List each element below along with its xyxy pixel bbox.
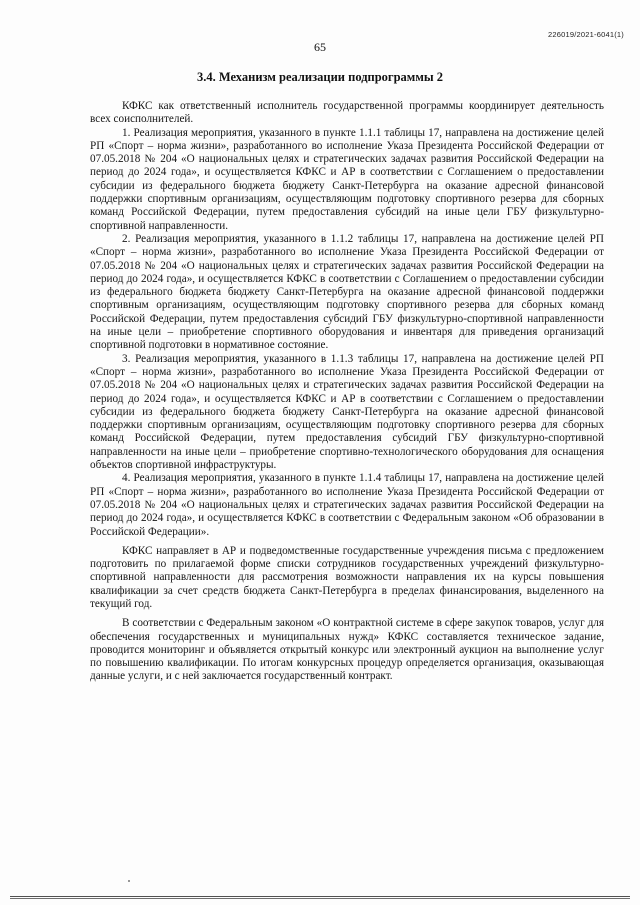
paragraph-item-1: 1. Реализация мероприятия, указанного в пункте 1.1.1 таблицы 17, направлена на достижение целей РП «Спорт – норма жизни», разработанного во исполнение Указа Президента Российской Федерации от 07.05.2018 № 204 «О национальных целях и стратегических задачах развития Российской Федерации на период до 2024 года», и осуществляется КФКС и АР в соответствии с Соглашением о предоставлении субсидии из федерального бюджета бюджету Санкт-Петербурга на оказание адресной финансовой поддержки спортивным организациям, осуществляющим подготовку спортивного резерва для сборных команд Российской Федерации, путем предоставления субсидий на иные цели ГБУ физкультурно-спортивной направленности. [90, 126, 604, 232]
scan-speck [128, 880, 130, 882]
paragraph-item-2: 2. Реализация мероприятия, указанного в 1.1.2 таблицы 17, направлена на достижение целей РП «Спорт – норма жизни», разработанного во исполнение Указа Президента Российской Федерации от 07.05.2018 № 204 «О национальных целях и стратегических задачах развития Российской Федерации на период до 2024 года», и осуществляется КФКС в соответствии с Соглашением о предоставлении субсидии из федерального бюджета бюджету Санкт-Петербурга на оказание адресной финансовой поддержки спортивным организациям, осуществляющим подготовку спортивного резерва для сборных команд Российской Федерации, путем предоставления субсидий ГБУ физкультурно-спортивной направленности на иные цели – приобретение спортивного оборудования и инвентаря для приведения организаций спортивной подготовки в нормативное состояние. [90, 232, 604, 352]
paragraph-training-letters: КФКС направляет в АР и подведомственные государственные учреждения письма с предложением подготовить по прилагаемой форме списки сотрудников государственных учреждений физкультурно-спортивной направленности для рассмотрения возможности направления их на курсы повышения квалификации за счет средств бюджета Санкт-Петербурга в пределах финансирования, выделенного на текущий год. [90, 544, 604, 610]
paragraph-procurement: В соответствии с Федеральным законом «О контрактной системе в сфере закупок товаров, услуг для обеспечения государственных и муниципальных нужд» КФКС составляется техническое задание, проводится мониторинг и объявляется открытый конкурс или электронный аукцион на выполнение услуг по повышению квалификации. По итогам конкурсных процедур определяется организация, оказывающая данные услуги, и с ней заключается государственный контракт. [90, 617, 604, 683]
document-body [90, 100, 604, 684]
page-number: 65 [314, 40, 326, 54]
section-title: 3.4. Механизм реализации подпрограммы 2 [197, 70, 443, 84]
paragraph-item-4: 4. Реализация мероприятия, указанного в пункте 1.1.4 таблицы 17, направлена на достижение целей РП «Спорт – норма жизни», разработанного во исполнение Указа Президента Российской Федерации от 07.05.2018 № 204 «О национальных целях и стратегических задачах развития Российской Федерации на период до 2024 года», и осуществляется КФКС в соответствии с Федеральным законом «Об образовании в Российской Федерации». [90, 472, 604, 538]
paragraph-item-3: 3. Реализация мероприятия, указанного в 1.1.3 таблицы 17, направлена на достижение целей РП «Спорт – норма жизни», разработанного во исполнение Указа Президента Российской Федерации от 07.05.2018 № 204 «О национальных целях и стратегических задачах развития Российской Федерации на период до 2024 года», и осуществляется КФКС и АР в соответствии с Соглашением о предоставлении субсидии из федерального бюджета бюджету Санкт-Петербурга на оказание адресной финансовой поддержки спортивным организациям, осуществляющим подготовку спортивного резерва для сборных команд Российской Федерации, путем предоставления субсидий ГБУ физкультурно-спортивной направленности на иные цели – приобретение спортивно-технологического оборудования для оснащения объектов спортивной инфраструктуры. [90, 352, 604, 472]
paragraph-intro: КФКС как ответственный исполнитель государственной программы координирует деятельность всех соисполнителей. [90, 100, 604, 126]
scan-bottom-edge [10, 896, 630, 899]
document-id: 226019/2021-6041(1) [548, 30, 624, 39]
